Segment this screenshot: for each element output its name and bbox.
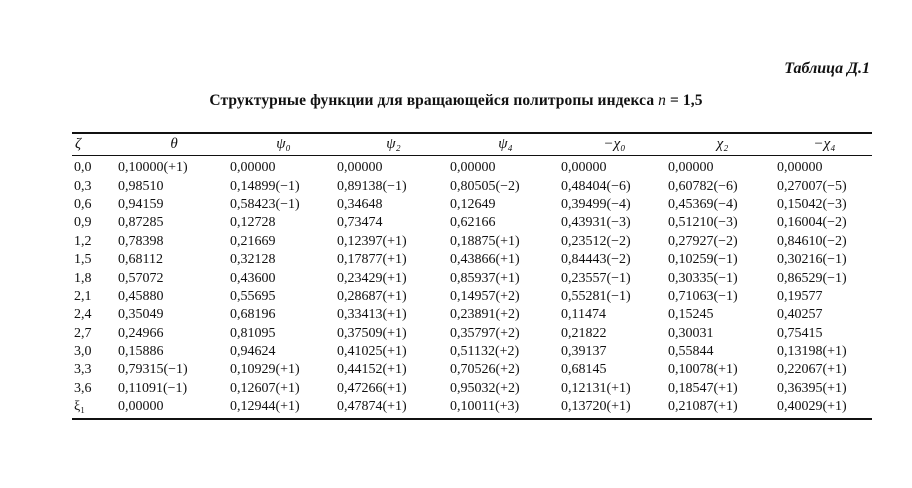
value-cell: 0,62166 [450,215,496,231]
table-row [72,306,872,324]
value-cell: 0,13198(+1) [777,344,847,360]
column-header: θ [170,136,178,152]
column-header: −χ₄ [813,136,836,152]
zeta-cell: 1,8 [74,270,92,286]
table-row [72,325,872,343]
value-cell: 0,39499(−4) [561,196,631,212]
value-cell: 0,00000 [561,160,607,176]
structure-functions-table [72,134,872,416]
zeta-cell: 1,5 [74,252,92,268]
value-cell: 0,16004(−2) [777,215,847,231]
value-cell: 0,86529(−1) [777,270,847,286]
value-cell: 0,36395(+1) [777,380,847,396]
table-row [72,177,872,195]
value-cell: 0,30031 [668,325,714,341]
zeta-cell: 3,3 [74,362,92,378]
value-cell: 0,00000 [668,160,714,176]
zeta-cell: 0,0 [74,160,92,176]
value-cell: 0,18547(+1) [668,380,738,396]
value-cell: 0,27927(−2) [668,233,738,249]
zeta-cell: 2,4 [74,307,92,323]
zeta-cell: 3,0 [74,344,92,360]
value-cell: 0,39137 [561,344,607,360]
value-cell: 0,79315(−1) [118,362,188,378]
value-cell: 0,13720(+1) [561,399,631,415]
zeta-cell: 0,3 [74,178,92,194]
value-cell: 0,32128 [230,252,276,268]
value-cell: 0,12944(+1) [230,399,300,415]
value-cell: 0,98510 [118,178,164,194]
column-header: χ₂ [716,136,729,152]
zeta-cell: 0,6 [74,196,92,212]
value-cell: 0,43600 [230,270,276,286]
value-cell: 0,75415 [777,325,823,341]
table-row [72,343,872,361]
value-cell: 0,43931(−3) [561,215,631,231]
value-cell: 0,43866(+1) [450,252,520,268]
value-cell: 0,47266(+1) [337,380,407,396]
table-row [72,196,872,214]
table-row [72,214,872,232]
value-cell: 0,14957(+2) [450,288,520,304]
value-cell: 0,51210(−3) [668,215,738,231]
value-cell: 0,23557(−1) [561,270,631,286]
zeta-cell: 1,2 [74,233,92,249]
value-cell: 0,15886 [118,344,164,360]
value-cell: 0,28687(+1) [337,288,407,304]
table-row [72,288,872,306]
value-cell: 0,15245 [668,307,714,323]
value-cell: 0,21822 [561,325,607,341]
table-bottom-rule [72,418,872,420]
value-cell: 0,68196 [230,307,276,323]
column-header: ψ₀ [276,136,291,152]
value-cell: 0,21669 [230,233,276,249]
value-cell: 0,78398 [118,233,164,249]
value-cell: 0,55281(−1) [561,288,631,304]
value-cell: 0,15042(−3) [777,196,847,212]
value-cell: 0,45369(−4) [668,196,738,212]
value-cell: 0,95032(+2) [450,380,520,396]
value-cell: 0,00000 [777,160,823,176]
column-header: ψ₄ [498,136,513,152]
value-cell: 0,60782(−6) [668,178,738,194]
value-cell: 0,23891(+2) [450,307,520,323]
value-cell: 0,58423(−1) [230,196,300,212]
zeta-cell: 2,7 [74,325,92,341]
value-cell: 0,81095 [230,325,276,341]
value-cell: 0,84610(−2) [777,233,847,249]
value-cell: 0,89138(−1) [337,178,407,194]
value-cell: 0,18875(+1) [450,233,520,249]
value-cell: 0,55695 [230,288,276,304]
table-row [72,251,872,269]
value-cell: 0,00000 [450,160,496,176]
value-cell: 0,84443(−2) [561,252,631,268]
value-cell: 0,71063(−1) [668,288,738,304]
value-cell: 0,87285 [118,215,164,231]
value-cell: 0,48404(−6) [561,178,631,194]
header-row [72,134,872,155]
table-row [72,269,872,287]
column-header: −χ₀ [603,136,626,152]
value-cell: 0,55844 [668,344,714,360]
value-cell: 0,35049 [118,307,164,323]
caption-index-value: = 1,5 [666,92,703,109]
value-cell: 0,10000(+1) [118,160,188,176]
value-cell: 0,40029(+1) [777,399,847,415]
zeta-cell: 2,1 [74,288,92,304]
value-cell: 0,00000 [337,160,383,176]
zeta-cell: ξ₁ [74,399,86,415]
value-cell: 0,12649 [450,196,496,212]
value-cell: 0,30216(−1) [777,252,847,268]
table-body [72,155,872,416]
value-cell: 0,11474 [561,307,606,323]
value-cell: 0,73474 [337,215,383,231]
table-row [72,233,872,251]
value-cell: 0,68145 [561,362,607,378]
value-cell: 0,37509(+1) [337,325,407,341]
zeta-cell: 3,6 [74,380,92,396]
table-caption [0,92,912,110]
caption-text: Структурные функции для вращающейся политропы индекса [209,92,659,109]
value-cell: 0,00000 [230,160,276,176]
value-cell: 0,23429(+1) [337,270,407,286]
value-cell: 0,51132(+2) [450,344,520,360]
caption-n-symbol: n [658,92,667,109]
value-cell: 0,23512(−2) [561,233,631,249]
value-cell: 0,14899(−1) [230,178,300,194]
zeta-cell: 0,9 [74,215,92,231]
value-cell: 0,11091(−1) [118,380,188,396]
value-cell: 0,47874(+1) [337,399,407,415]
table-row [72,155,872,177]
value-cell: 0,19577 [777,288,823,304]
value-cell: 0,10259(−1) [668,252,738,268]
value-cell: 0,94624 [230,344,276,360]
table-row [72,380,872,398]
value-cell: 0,24966 [118,325,164,341]
table-row [72,361,872,379]
value-cell: 0,22067(+1) [777,362,847,378]
value-cell: 0,40257 [777,307,823,323]
value-cell: 0,10011(+3) [450,399,520,415]
value-cell: 0,94159 [118,196,164,212]
value-cell: 0,12397(+1) [337,233,407,249]
value-cell: 0,85937(+1) [450,270,520,286]
value-cell: 0,35797(+2) [450,325,520,341]
value-cell: 0,00000 [118,399,164,415]
value-cell: 0,12728 [230,215,276,231]
value-cell: 0,45880 [118,288,164,304]
value-cell: 0,44152(+1) [337,362,407,378]
column-header: ψ₂ [386,136,401,152]
value-cell: 0,17877(+1) [337,252,407,268]
value-cell: 0,12607(+1) [230,380,300,396]
value-cell: 0,12131(+1) [561,380,631,396]
value-cell: 0,27007(−5) [777,178,847,194]
column-header: ζ [75,136,82,152]
value-cell: 0,57072 [118,270,164,286]
value-cell: 0,70526(+2) [450,362,520,378]
table-number-label: Таблица Д.1 [784,60,870,77]
value-cell: 0,33413(+1) [337,307,407,323]
value-cell: 0,10929(+1) [230,362,300,378]
value-cell: 0,68112 [118,252,163,268]
value-cell: 0,80505(−2) [450,178,520,194]
table-row [72,398,872,416]
value-cell: 0,34648 [337,196,383,212]
value-cell: 0,10078(+1) [668,362,738,378]
value-cell: 0,41025(+1) [337,344,407,360]
value-cell: 0,21087(+1) [668,399,738,415]
value-cell: 0,30335(−1) [668,270,738,286]
